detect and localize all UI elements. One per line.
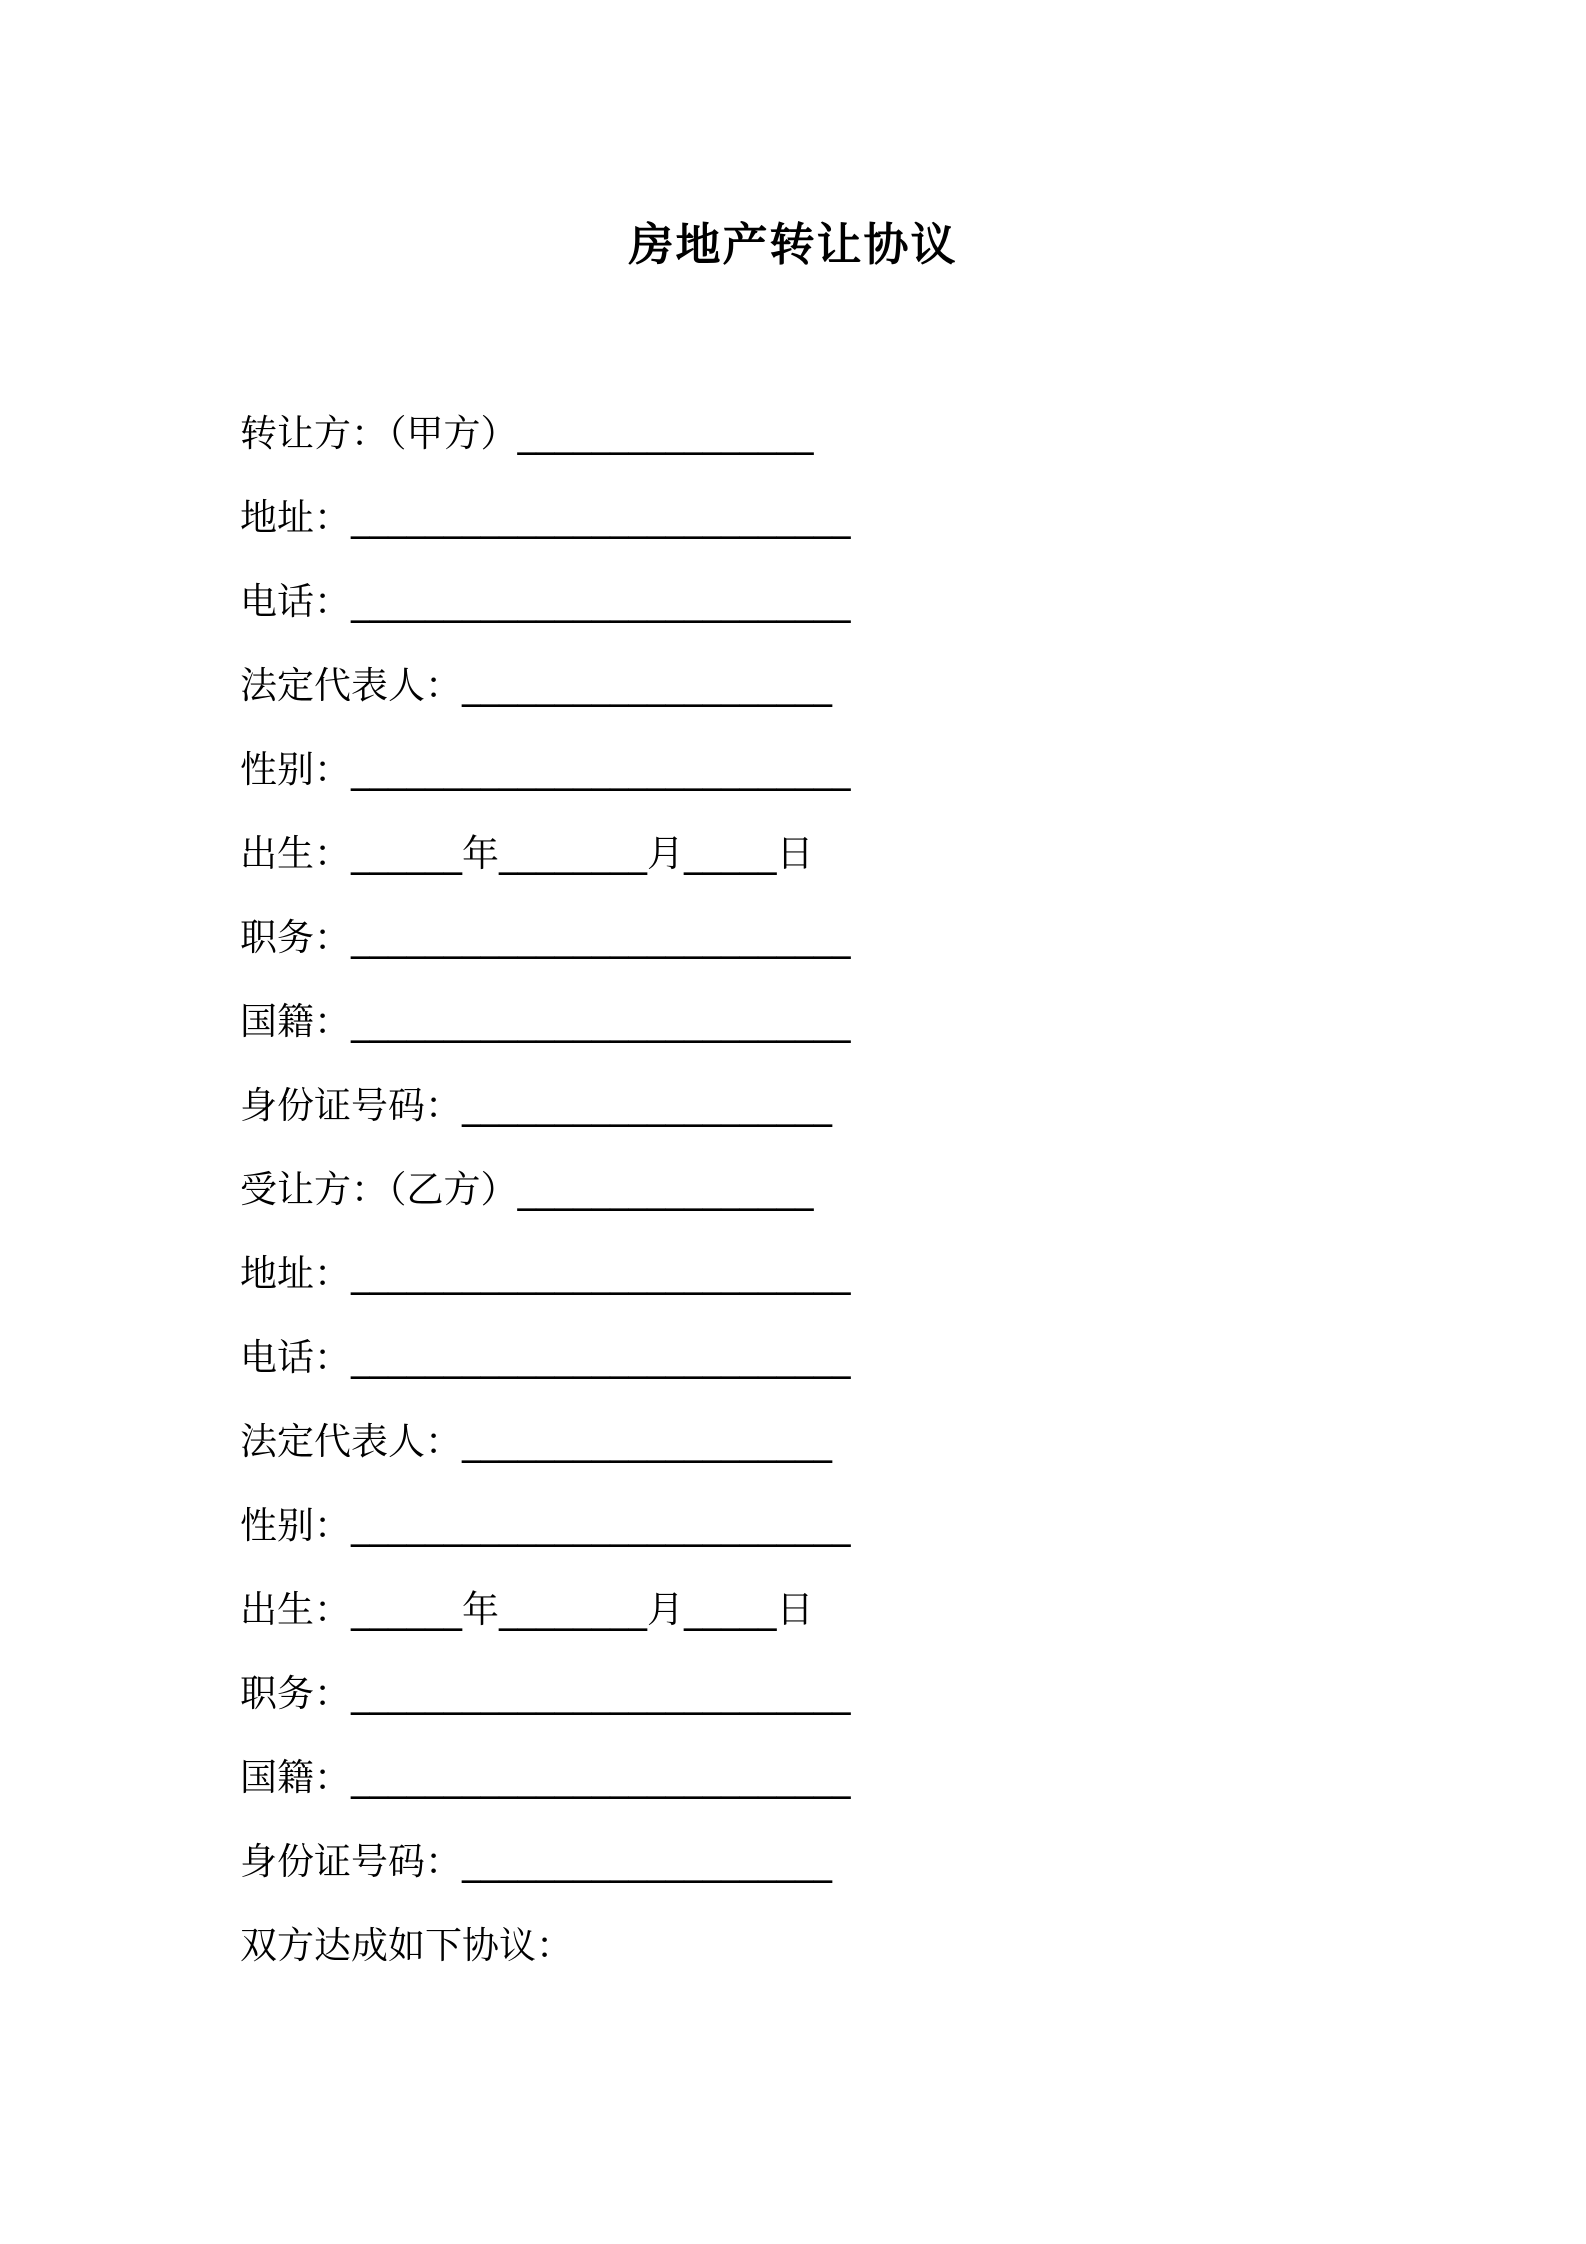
transferor-phone-line: 电话：___________________________	[240, 580, 851, 623]
transferee-party-line: 受让方：（乙方）________________	[240, 1168, 814, 1211]
document-title: 房地产转让协议	[628, 218, 958, 271]
agreement-intro-line: 双方达成如下协议：	[240, 1924, 573, 1967]
transferee-birth-line: 出生：______年________月_____日	[240, 1588, 814, 1631]
transferee-address-line: 地址：___________________________	[240, 1252, 851, 1295]
transferor-nationality-line: 国籍：___________________________	[240, 1000, 851, 1043]
transferor-party-line: 转让方：（甲方）________________	[240, 412, 814, 455]
transferor-address-line: 地址：___________________________	[240, 496, 851, 539]
form-field-list	[240, 404, 1440, 2000]
transferor-legal-rep-line: 法定代表人：____________________	[240, 664, 832, 707]
transferor-birth-line: 出生：______年________月_____日	[240, 832, 814, 875]
transferee-id-number-line: 身份证号码：____________________	[240, 1840, 832, 1883]
transferee-gender-line: 性别：___________________________	[240, 1504, 851, 1547]
transferee-phone-line: 电话：___________________________	[240, 1336, 851, 1379]
transferor-position-line: 职务：___________________________	[240, 916, 851, 959]
transferor-id-number-line: 身份证号码：____________________	[240, 1084, 832, 1127]
transferee-position-line: 职务：___________________________	[240, 1672, 851, 1715]
transferee-legal-rep-line: 法定代表人：____________________	[240, 1420, 832, 1463]
transferor-gender-line: 性别：___________________________	[240, 748, 851, 791]
transferee-nationality-line: 国籍：___________________________	[240, 1756, 851, 1799]
